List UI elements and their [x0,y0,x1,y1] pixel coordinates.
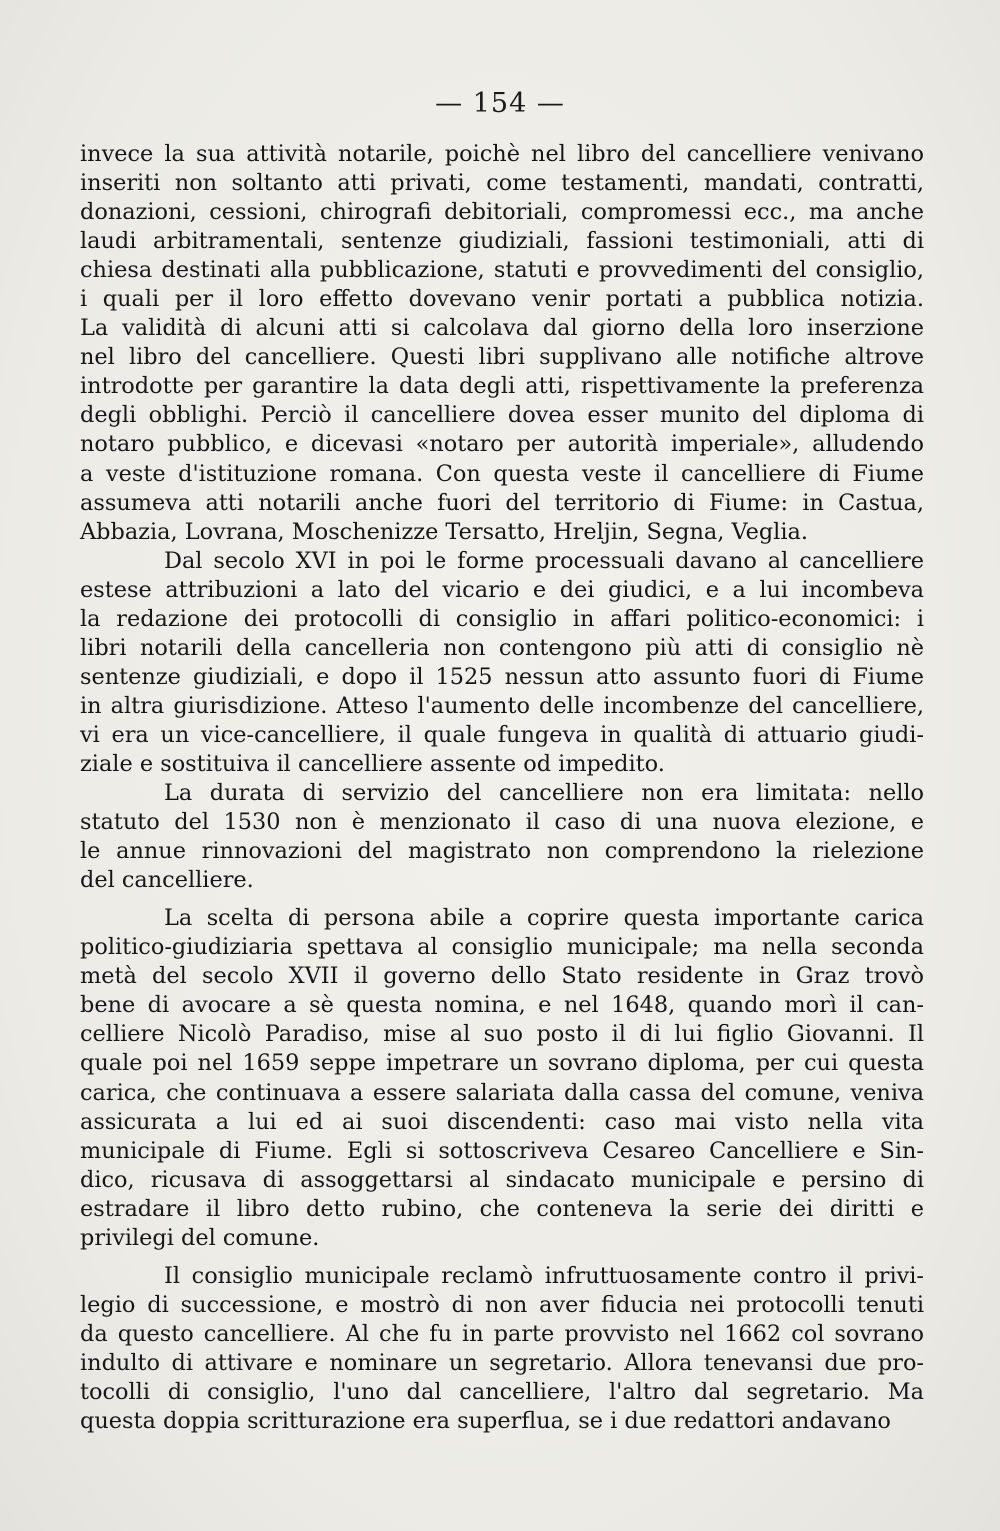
text-line: inseriti non soltanto atti privati, come testamenti, mandati, contratti, [80,170,924,197]
text-line: ziale e sostituiva il cancelliere assente od impedito. [80,750,665,777]
text-line: libri notarili della cancelleria non contengono più atti di consiglio nè [80,634,924,661]
text-line: estese attribuzioni a lato del vicario e dei giudici, e a lui incombeva [80,576,924,603]
text-line: Abbazia, Lovrana, Moschenizze Tersatto, Hreljin, Segna, Veglia. [80,518,808,545]
text-line: dico, ricusava di assoggettarsi al sindacato municipale e persino di [80,1166,924,1193]
text-line: carica, che continuava a essere salariata dalla cassa del comune, veniva [80,1079,924,1106]
paragraph [80,140,924,547]
text-line: notaro pubblico, e dicevasi «notaro per autorità imperiale», alludendo [80,431,924,458]
text-line: del cancelliere. [80,867,254,894]
paragraph [80,904,924,1253]
text-line: le annue rinnovazioni del magistrato non comprendono la rielezione [80,838,924,865]
paragraph-gap [80,895,924,904]
text-line: celliere Nicolò Paradiso, mise al suo posto il di lui figlio Giovanni. Il [80,1021,924,1048]
text-line: invece la sua attività notarile, poichè nel libro del cancelliere venivano [80,141,924,167]
text-line: privilegi del comune. [80,1224,320,1251]
text-line: La durata di servizio del cancelliere non era limitata: nello [164,780,924,807]
text-line: nel libro del cancelliere. Questi libri supplivano alle notifiche altrove [80,344,924,371]
paragraph-gap [80,1253,924,1262]
text-line: legio di successione, e mostrò di non aver fiducia nei protocolli tenuti [80,1291,924,1318]
text-line: La validità di alcuni atti si calcolava dal giorno della loro inserzione [80,315,924,342]
text-line: laudi arbitramentali, sentenze giudiziali, fassioni testimoniali, atti di [80,228,924,255]
text-line: assumeva atti notarili anche fuori del territorio di Fiume: in Castua, [80,489,924,516]
text-line: donazioni, cessioni, chirografi debitoriali, compromessi ecc., ma anche [80,199,924,226]
text-line: questa doppia scritturazione era superflua, se i due redattori andavano [80,1408,891,1435]
text-line: La scelta di persona abile a coprire questa importante carica [164,905,924,932]
text-line: Il consiglio municipale reclamò infruttuosamente contro il privi- [164,1262,924,1289]
body-text [80,140,924,1436]
text-line: indulto di attivare e nominare un segretario. Allora tenevansi due pro- [80,1349,924,1376]
text-line: in altra giurisdizione. Atteso l'aumento delle incombenze del cancelliere, [80,692,924,719]
paragraph [80,1262,924,1436]
text-line: statuto del 1530 non è menzionato il caso di una nuova elezione, e [80,809,924,836]
text-line: quale poi nel 1659 seppe impetrare un sovrano diploma, per cui questa [80,1050,924,1077]
text-line: tocolli di consiglio, l'uno dal cancelliere, l'altro dal segretario. Ma [80,1378,924,1405]
text-line: assicurata a lui ed ai suoi discendenti: caso mai visto nella vita [80,1108,924,1135]
text-line: bene di avocare a sè questa nomina, e nel 1648, quando morì il can- [80,992,924,1019]
text-line: degli obblighi. Perciò il cancelliere dovea esser munito del diploma di [80,402,924,429]
text-line: a veste d'istituzione romana. Con questa veste il cancelliere di Fiume [80,460,924,487]
text-line: da questo cancelliere. Al che fu in parte provvisto nel 1662 col sovrano [80,1320,924,1347]
text-line: vi era un vice-cancelliere, il quale fungeva in qualità di attuario giudi- [80,721,924,748]
text-line: estradare il libro detto rubino, che conteneva la serie dei diritti e [80,1195,924,1222]
text-line: i quali per il loro effetto dovevano venir portati a pubblica notizia. [80,286,924,313]
text-line: chiesa destinati alla pubblicazione, statuti e provvedimenti del consiglio, [80,257,924,284]
page-number: — 154 — [435,88,565,119]
text-line: municipale di Fiume. Egli si sottoscriveva Cesareo Cancelliere e Sin- [80,1137,924,1164]
paragraph [80,779,924,895]
text-line: Dal secolo XVI in poi le forme processuali davano al cancelliere [164,547,924,574]
text-line: sentenze giudiziali, e dopo il 1525 nessun atto assunto fuori di Fiume [80,663,924,690]
text-line: metà del secolo XVII il governo dello Stato residente in Graz trovò [80,963,924,990]
paragraph [80,547,924,779]
text-line: politico-giudiziaria spettava al consiglio municipale; ma nella seconda [80,934,924,961]
text-line: introdotte per garantire la data degli atti, rispettivamente la preferenza [80,373,924,400]
text-line: la redazione dei protocolli di consiglio in affari politico-economici: i [80,605,924,632]
